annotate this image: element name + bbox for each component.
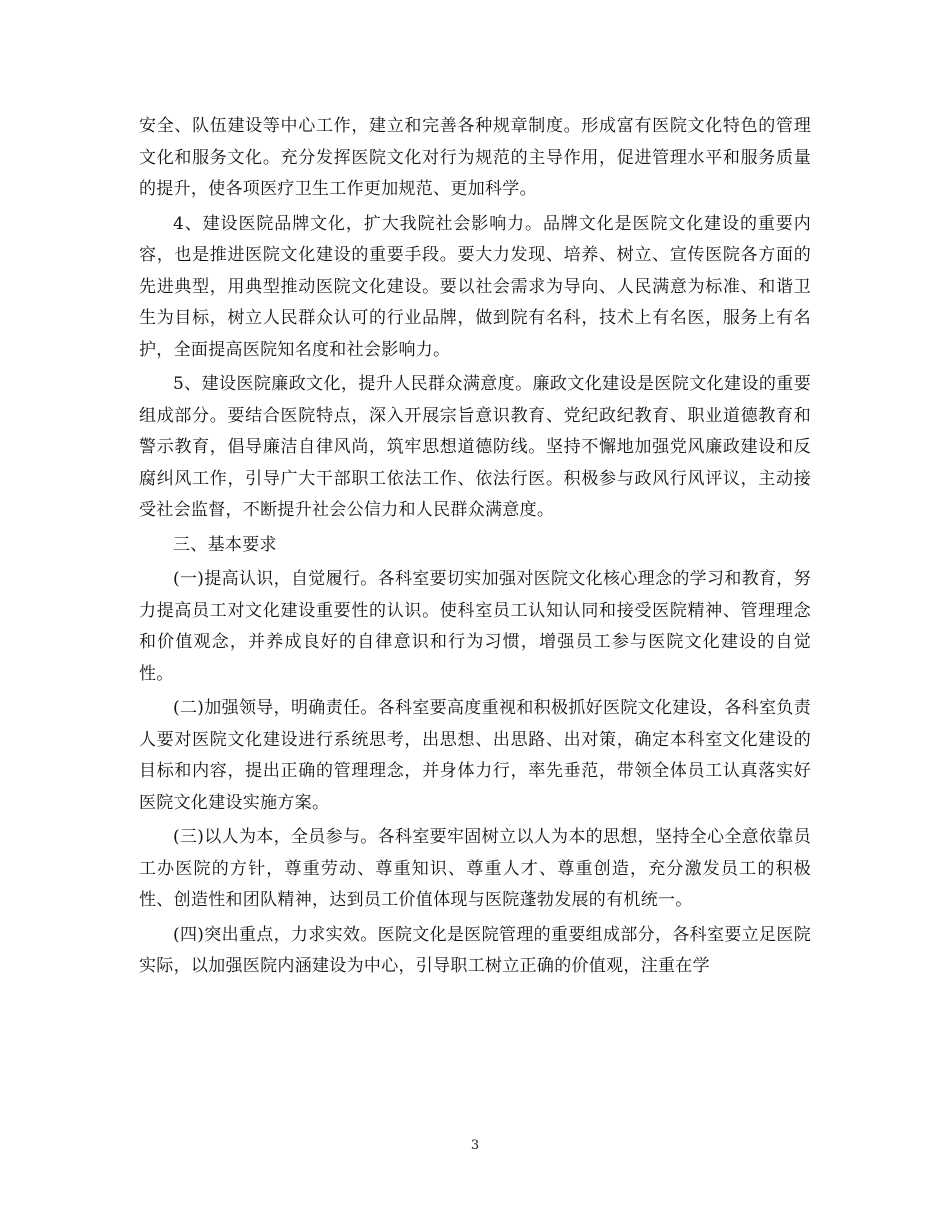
paragraph-requirement-3: (三)以人为本，全员参与。各科室要牢固树立以人为本的思想，坚持全心全意依靠员工办医院的方针，尊重劳动、尊重知识、尊重人才、尊重创造，充分激发员工的积极性、创造性和团队精神，达到员工价值体现与医院蓬勃发展的有机统一。 bbox=[139, 827, 811, 910]
paragraph-1: 安全、队伍建设等中心工作，建立和完善各种规章制度。形成富有医院文化特色的管理文化和服务文化。充分发挥医院文化对行为规范的主导作用，促进管理水平和服务质量的提升，使各项医疗卫生工作更加规范、更加科学。 bbox=[139, 116, 811, 199]
paragraph-brand-culture: 4、建设医院品牌文化，扩大我院社会影响力。品牌文化是医院文化建设的重要内容，也是推进医院文化建设的重要手段。要大力发现、培养、树立、宣传医院各方面的先进典型，用典型推动医院文化建设。要以社会需求为导向、人民满意为标准、和谐卫生为目标，树立人民群众认可的行业品牌，做到院有名科，技术上有名医，服务上有名护，全面提高医院知名度和社会影响力。 bbox=[139, 213, 811, 360]
paragraph-requirement-1: (一)提高认识，自觉履行。各科室要切实加强对医院文化核心理念的学习和教育，努力提高员工对文化建设重要性的认识。使科室员工认知认同和接受医院精神、管理理念和价值观念，并养成良好的自律意识和行为习惯，增强员工参与医院文化建设的自觉性。 bbox=[139, 569, 811, 684]
section-heading-basic-requirements: 三、基本要求 bbox=[173, 534, 277, 555]
document-body bbox=[139, 111, 811, 986]
paragraph-integrity-culture: 5、建设医院廉政文化，提升人民群众满意度。廉政文化建设是医院文化建设的重要组成部分。要结合医院特点，深入开展宗旨意识教育、党纪政纪教育、职业道德教育和警示教育，倡导廉洁自律风尚，筑牢思想道德防线。坚持不懈地加强党风廉政建设和反腐纠风工作，引导广大干部职工依法工作、依法行医。积极参与政风行风评议，主动接受社会监督，不断提升社会公信力和人民群众满意度。 bbox=[139, 374, 811, 520]
page-number: 3 bbox=[470, 1138, 480, 1153]
paragraph-requirement-4: (四)突出重点，力求实效。医院文化是医院管理的重要组成部分，各科室要立足医院实际，以加强医院内涵建设为中心，引导职工树立正确的价值观，注重在学 bbox=[139, 924, 811, 976]
paragraph-requirement-2: (二)加强领导，明确责任。各科室要高度重视和积极抓好医院文化建设，各科室负责人要对医院文化建设进行系统思考，出思想、出思路、出对策，确定本科室文化建设的目标和内容，提出正确的管理理念，并身体力行，率先垂范，带领全体员工认真落实好医院文化建设实施方案。 bbox=[139, 698, 811, 813]
